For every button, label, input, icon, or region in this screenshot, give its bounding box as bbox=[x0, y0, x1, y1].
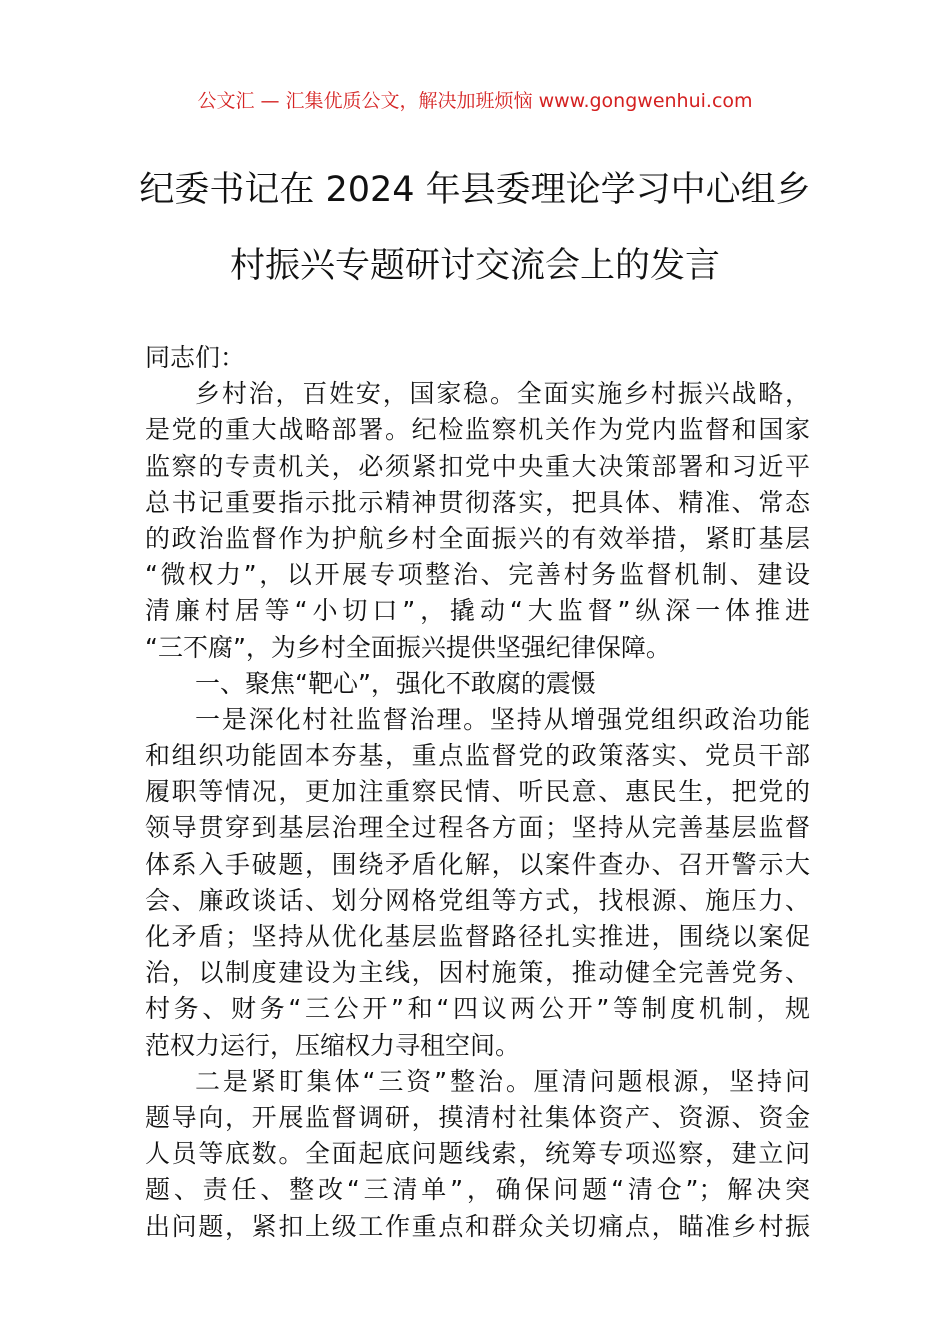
paragraph-line: 领导贯穿到基层治理全过程各方面；坚持从完善基层监督 bbox=[145, 813, 810, 843]
paragraph-line: 治，以制度建设为主线，因村施策，推动健全完善党务、 bbox=[145, 958, 810, 988]
paragraph-line: 村务、财务“三公开”和“四议两公开”等制度机制，规 bbox=[145, 994, 810, 1024]
paragraph-line: 监察的专责机关，必须紧扣党中央重大决策部署和习近平 bbox=[145, 451, 810, 481]
paragraph-line: 清廉村居等“小切口”，撬动“大监督”纵深一体推进 bbox=[145, 596, 810, 626]
document-title bbox=[100, 152, 850, 304]
paragraph-line: 题、责任、整改“三清单”，确保问题“清仓”；解决突 bbox=[145, 1175, 810, 1205]
paragraph-line: 范权力运行，压缩权力寻租空间。 bbox=[145, 1030, 521, 1060]
paragraph-line: 履职等情况，更加注重察民情、听民意、惠民生，把党的 bbox=[145, 777, 810, 807]
header-banner: 公文汇 — 汇集优质公文，解决加班烦恼 www.gongwenhui.com bbox=[197, 90, 753, 112]
document-body bbox=[145, 340, 810, 1245]
paragraph-line: 乡村治，百姓安，国家稳。全面实施乡村振兴战略， bbox=[195, 379, 810, 409]
salutation: 同志们： bbox=[145, 343, 246, 372]
paragraph-line: 会、廉政谈话、划分网格党组等方式，找根源、施压力、 bbox=[145, 885, 810, 915]
section-heading: 一、聚焦“靶心”，强化不敢腐的震慑 bbox=[195, 668, 596, 698]
paragraph-line: 二是紧盯集体“三资”整治。厘清问题根源，坚持问 bbox=[195, 1066, 810, 1096]
paragraph-line: 化矛盾；坚持从优化基层监督路径扎实推进，围绕以案促 bbox=[145, 922, 810, 951]
paragraph-line: 是党的重大战略部署。纪检监察机关作为党内监督和国家 bbox=[145, 415, 810, 445]
paragraph-line: 总书记重要指示批示精神贯彻落实，把具体、精准、常态 bbox=[145, 487, 810, 517]
title-line-1: 纪委书记在 2024 年县委理论学习中心组乡 bbox=[139, 170, 811, 210]
title-line-2: 村振兴专题研讨交流会上的发言 bbox=[229, 246, 720, 286]
paragraph-line: “三不腐”，为乡村全面振兴提供坚强纪律保障。 bbox=[145, 632, 671, 662]
paragraph-line: 题导向，开展监督调研，摸清村社集体资产、资源、资金 bbox=[145, 1102, 810, 1132]
paragraph-line: 的政治监督作为护航乡村全面振兴的有效举措，紧盯基层 bbox=[145, 523, 810, 553]
paragraph-line: 和组织功能固本夯基，重点监督党的政策落实、党员干部 bbox=[145, 741, 810, 771]
paragraph-line: 体系入手破题，围绕矛盾化解，以案件查办、召开警示大 bbox=[145, 849, 810, 879]
paragraph-line: 一是深化村社监督治理。坚持从增强党组织政治功能 bbox=[195, 704, 810, 734]
paragraph-line: “微权力”，以开展专项整治、完善村务监督机制、建设 bbox=[145, 560, 810, 590]
paragraph-line: 人员等底数。全面起底问题线索，统筹专项巡察，建立问 bbox=[145, 1139, 810, 1169]
paragraph-line: 出问题，紧扣上级工作重点和群众关切痛点，瞄准乡村振 bbox=[145, 1211, 810, 1241]
